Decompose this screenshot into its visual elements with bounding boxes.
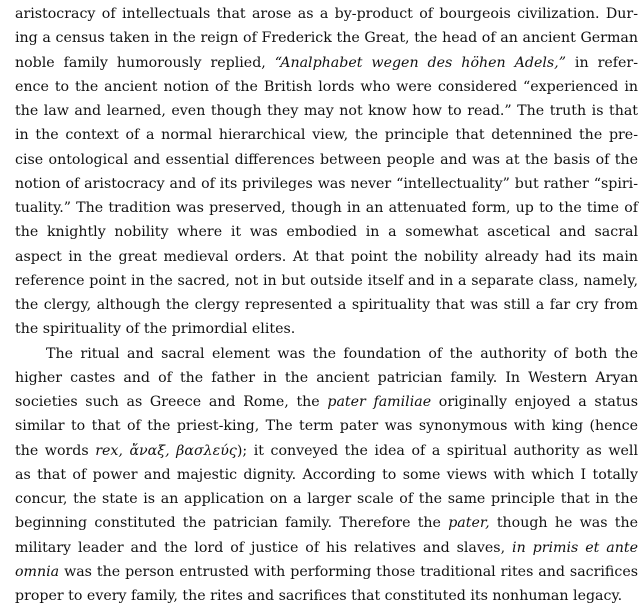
body-text: concur, the state is an application on a larger scale of the same principle that in the	[15, 491, 638, 507]
text-line	[15, 439, 638, 463]
text-line	[15, 463, 638, 487]
text-line	[15, 172, 638, 196]
body-text: aspect in the great medieval orders. At that point the nobility already had its main	[15, 248, 638, 265]
body-text: in the context of a normal hierarchical view, the principle that detennined the pre-	[15, 127, 638, 144]
body-text: societies such as Greece and Rome, the	[15, 394, 328, 410]
text-line	[15, 366, 638, 390]
text-line	[15, 560, 638, 584]
body-text: was the person entrusted with performing those traditional rites and sacrifices	[59, 563, 638, 580]
italic-text: “Analphabet wegen des höhen Adels,”	[274, 54, 566, 71]
text-line	[15, 75, 638, 99]
text-line	[15, 487, 638, 511]
body-text: ing a census taken in the reign of Frederick the Great, the head of an ancient German	[15, 30, 638, 47]
body-text: aristocracy of intellectuals that arose as a by-product of bourgeois civilization. Dur-	[15, 6, 638, 22]
body-text: the clergy, although the clergy represented a spirituality that was still a far cry from	[15, 297, 638, 313]
text-line	[15, 584, 638, 608]
body-text: the knightly nobility where it was embodied in a somewhat ascetical and sacral	[15, 224, 638, 241]
text-line	[15, 269, 638, 293]
body-text: the spirituality of the primordial elites.	[15, 321, 296, 338]
text-line	[15, 293, 638, 317]
body-text: ); it conveyed the idea of a spiritual authority as well	[236, 442, 638, 459]
paragraph	[15, 342, 638, 609]
body-text: tuality.” The tradition was preserved, though in an attenuated form, up to the time of	[15, 200, 638, 216]
document-page	[15, 2, 638, 608]
italic-text: pater,	[448, 515, 490, 532]
text-line	[15, 123, 638, 147]
italic-text: in primis et ante	[512, 539, 638, 556]
paragraph	[15, 2, 638, 342]
text-line	[15, 245, 638, 269]
text-line	[15, 99, 638, 123]
text-line	[15, 342, 638, 366]
body-text: notion of aristocracy and of its privileges was never “intellectuality” but rather “spiri-	[15, 175, 638, 192]
body-text: reference point in the sacred, not in but outside itself and in a separate class, namely,	[15, 272, 638, 289]
body-text: as that of power and majestic dignity. According to some views with which I totally	[15, 466, 638, 483]
body-text: though he was the	[489, 515, 638, 532]
text-line	[15, 220, 638, 244]
body-text: the words	[15, 442, 96, 459]
italic-text: omnia	[15, 563, 60, 580]
body-text: originally enjoyed a status	[431, 394, 638, 410]
text-line	[15, 51, 638, 75]
body-text: military leader and the lord of justice of his relatives and slaves,	[15, 539, 513, 556]
body-text: proper to every family, the rites and sacrifices that constituted its nonhuman legacy.	[15, 588, 623, 604]
text-line	[15, 196, 638, 220]
body-text: similar to that of the priest-king, The term pater was synonymous with king (hence	[15, 418, 638, 435]
text-line	[15, 536, 638, 560]
italic-text: rex, ἄναξ, βασλεύς	[95, 442, 237, 459]
text-line	[15, 414, 638, 438]
body-text: The ritual and sacral element was the foundation of the authority of both the	[46, 345, 638, 362]
text-line	[15, 317, 638, 341]
body-text: beginning constituted the patrician family. Therefore the	[15, 515, 449, 532]
italic-text: pater familiae	[327, 394, 432, 410]
text-line	[15, 390, 638, 414]
body-text: higher castes and of the father in the ancient patrician family. In Western Aryan	[15, 369, 638, 386]
text-line	[15, 26, 638, 50]
body-text: in refer-	[565, 54, 638, 71]
body-text: cise ontological and essential differences between people and was at the basis of the	[15, 151, 638, 168]
text-line	[15, 148, 638, 172]
text-line	[15, 511, 638, 535]
body-text: the law and learned, even though they may not know how to read.” The truth is that	[15, 103, 638, 119]
text-line	[15, 2, 638, 26]
body-text: noble family humorously replied,	[15, 54, 275, 71]
body-text: ence to the ancient notion of the British lords who were considered “experienced in	[15, 78, 638, 95]
